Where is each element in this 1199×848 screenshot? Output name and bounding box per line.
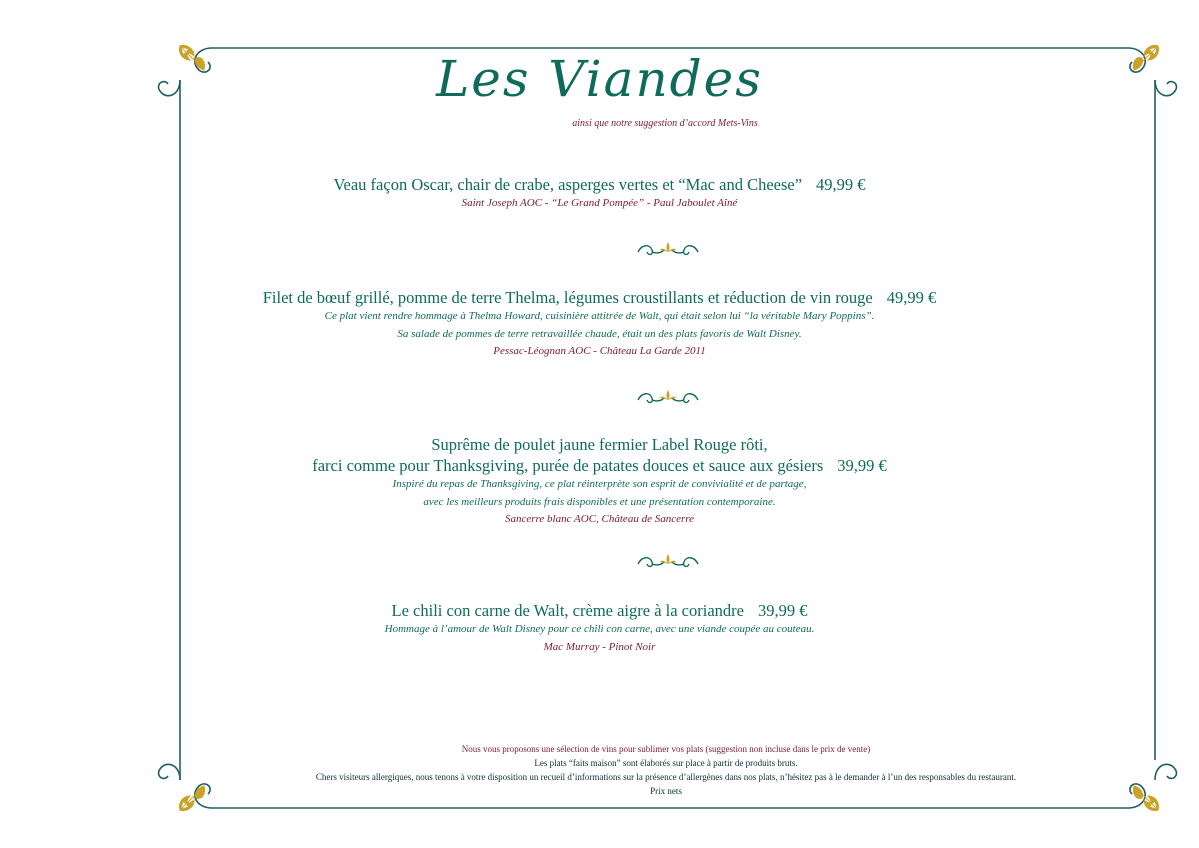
footer-allergen-note: Chers visiteurs allergiques, nous tenons à votre disposition un recueil d’informations sur la présence d’allergènes dans nos plats, n’hésitez pas à le demander à l’un des responsables du restaurant. [315,772,1017,782]
dish-description-line: Sa salade de pommes de terre retravaillée chaude, était un des plats favoris de Walt Disney. [397,327,802,340]
dish-filet-boeuf [0,287,1199,361]
dish-price: 49,99 € [886,288,937,307]
page-title: Les Viandes [436,50,763,108]
menu-footer [0,742,1199,798]
dish-name: Le chili con carne de Walt, crème aigre à la coriandre 39,99 € [391,601,808,620]
dish-description-line: avec les meilleurs produits frais disponibles et une présentation contemporaine. [423,495,776,508]
dish-price: 39,99 € [757,601,808,620]
wine-pairing: Pessac-Léognan AOC - Château La Garde 2011 [493,345,706,357]
footer-homemade-note: Les plats “faits maison” sont élaborés sur place à partir de produits bruts. [534,758,798,768]
wine-pairing: Sancerre blanc AOC, Château de Sancerre [505,513,694,525]
dish-price: 49,99 € [816,175,866,194]
dish-price: 39,99 € [837,456,887,475]
dish-name: Filet de bœuf grillé, pomme de terre Thelma, légumes croustillants et réduction de vin rouge 49,99 € [262,288,937,307]
dish-name: Veau façon Oscar, chair de crabe, asperges vertes et “Mac and Cheese” 49,99 € [333,175,866,194]
footer-prices-note: Prix nets [650,786,682,796]
flourish-divider-icon [636,388,700,408]
footer-wine-note: Nous vous proposons une sélection de vins pour sublimer vos plats (suggestion non incluse dans le prix de vente) [461,744,871,754]
dish-chili-con-carne [0,600,1199,656]
dish-name-line-2: farci comme pour Thanksgiving, purée de patates douces et sauce aux gésiers 39,99 € [312,456,887,475]
flourish-divider-icon [636,240,700,260]
dish-supreme-poulet [0,434,1199,529]
wine-pairing: Mac Murray - Pinot Noir [543,640,656,653]
dish-name: Suprême de poulet jaune fermier Label Rouge rôti, [431,435,768,454]
flourish-divider-icon [636,552,700,572]
dish-veau-oscar [0,174,1199,213]
dish-description-line: Hommage à l’amour de Walt Disney pour ce chili con carne, avec une viande coupée au couteau. [384,623,815,635]
page-subtitle: ainsi que notre suggestion d’accord Mets-Vins [572,118,758,129]
dish-description-line: Inspiré du repas de Thanksgiving, ce plat réinterprète son esprit de convivialité et de partage, [392,478,807,490]
dish-description-line: Ce plat vient rendre hommage à Thelma Howard, cuisinière attitrée de Walt, qui était selon lui “la véritable Mary Poppins”. [324,310,875,322]
wine-pairing: Saint Joseph AOC - “Le Grand Pompée” - Paul Jaboulet Aîné [461,197,738,209]
